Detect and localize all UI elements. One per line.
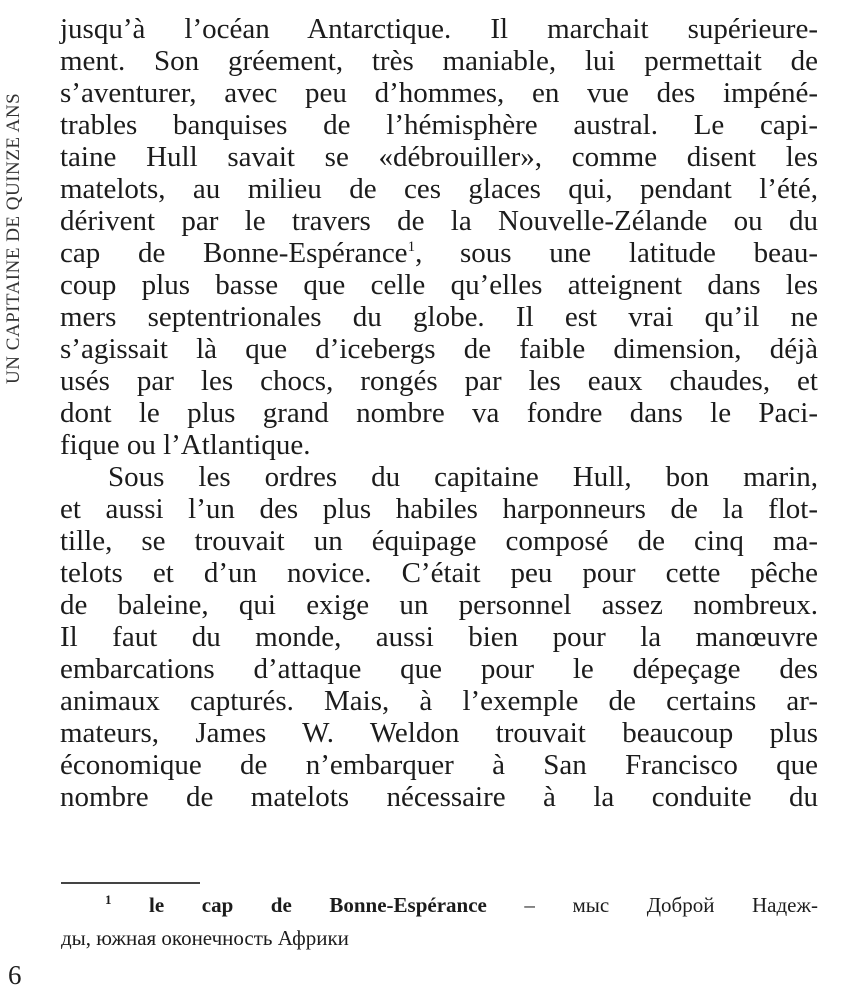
text-line: nombre de matelots nécessaire à la conduite du: [60, 781, 818, 813]
text-line: taine Hull savait se «débrouiller», comme disent les: [60, 141, 818, 173]
text-line: tille, se trouvait un équipage composé de cinq ma-: [60, 525, 818, 557]
footnote-line: [61, 889, 818, 922]
footnote-definition: – мыс Доброй Надеж-: [486, 893, 818, 917]
running-header: UN CAPITAINE DE QUINZE ANS: [3, 92, 24, 384]
text-line: s’agissait là que d’icebergs de faible dimension, déjà: [60, 333, 818, 365]
text-line: jusqu’à l’océan Antarctique. Il marchait supérieure-: [60, 13, 818, 45]
footnote-divider: [61, 882, 200, 884]
footnote-term: [105, 893, 487, 917]
text-line: fique ou l’Atlantique.: [60, 429, 311, 461]
text-line: et aussi l’un des plus habiles harponneurs de la flot-: [60, 493, 818, 525]
footnote-reference[interactable]: 1: [407, 239, 416, 255]
text-line: telots et d’un novice. C’était peu pour cette pêche: [60, 557, 818, 589]
footnote-line: ды, южная оконечность Африки: [61, 926, 349, 950]
text-line: trables banquises de l’hémisphère austral. Le capi-: [60, 109, 818, 141]
text-line: ment. Son gréement, très maniable, lui permettait de: [60, 45, 818, 77]
text-line: mers septentrionales du globe. Il est vrai qu’il ne: [60, 301, 818, 333]
page-number: 6: [8, 960, 22, 990]
footnote: [61, 889, 818, 955]
text-line: de baleine, qui exige un personnel assez nombreux.: [60, 589, 818, 621]
text-line: animaux capturés. Mais, à l’exemple de certains ar-: [60, 685, 818, 717]
text-line: dont le plus grand nombre va fondre dans le Paci-: [60, 397, 818, 429]
text-line: coup plus basse que celle qu’elles atteignent dans les: [60, 269, 818, 301]
text-line: s’aventurer, avec peu d’hommes, en vue des impéné-: [60, 77, 818, 109]
text-fragment: cap de Bonne-Espérance: [60, 237, 408, 269]
text-fragment: , sous une latitude beau-: [415, 237, 818, 269]
text-line: embarcations d’attaque que pour le dépeçage des: [60, 653, 818, 685]
text-line: dérivent par le travers de la Nouvelle-Zélande ou du: [60, 205, 818, 237]
text-line: Sous les ordres du capitaine Hull, bon marin,: [108, 461, 818, 493]
text-line: [60, 237, 818, 269]
body-text: [60, 13, 818, 813]
text-line: matelots, au milieu de ces glaces qui, pendant l’été,: [60, 173, 818, 205]
text-line: mateurs, James W. Weldon trouvait beaucoup plus: [60, 717, 818, 749]
text-line: économique de n’embarquer à San Francisco que: [60, 749, 818, 781]
text-line: Il faut du monde, aussi bien pour la manœuvre: [60, 621, 818, 653]
footnote-term-text: le cap de Bonne-Espérance: [149, 893, 487, 917]
footnote-marker: 1: [105, 892, 112, 907]
text-line: usés par les chocs, rongés par les eaux chaudes, et: [60, 365, 818, 397]
